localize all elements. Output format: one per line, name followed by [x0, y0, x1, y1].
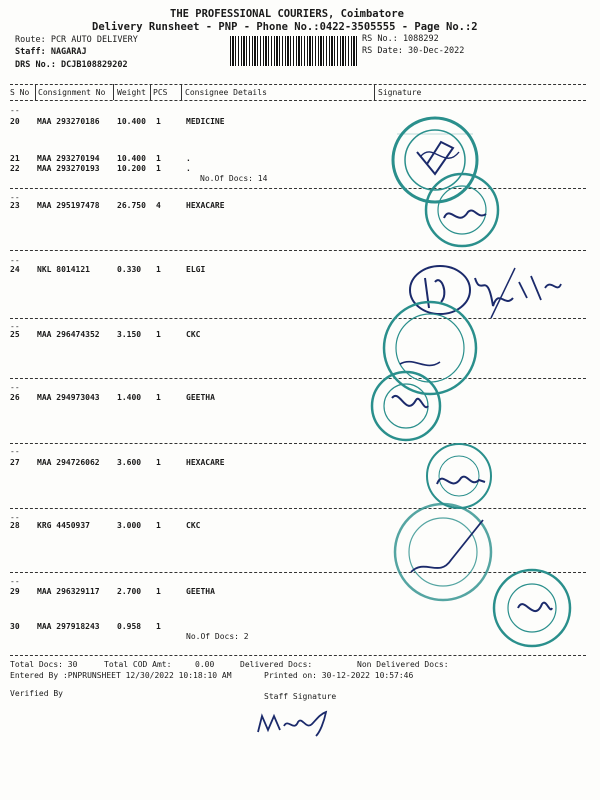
cell-weight: 0.330	[117, 265, 142, 274]
docs-count-note: No.Of Docs: 14	[200, 174, 268, 183]
cell-consignment: MAA 297918243	[37, 622, 100, 631]
row-marker: --	[10, 106, 20, 115]
cell-consignment: MAA 293270194	[37, 154, 100, 163]
cell-sno: 26	[10, 393, 20, 402]
col-pcs: PCS	[153, 88, 168, 97]
rs-number: RS No.: 1088292	[362, 34, 439, 44]
printed-on: Printed on: 30-12-2022 10:57:46	[264, 671, 414, 680]
cell-weight: 3.600	[117, 458, 142, 467]
cell-consignment: NKL 8014121	[37, 265, 90, 274]
row-marker: --	[10, 322, 20, 331]
cell-weight: 0.958	[117, 622, 142, 631]
cell-sno: 27	[10, 458, 20, 467]
row-marker: --	[10, 513, 20, 522]
cell-weight: 10.200	[117, 164, 146, 173]
table-row	[0, 164, 380, 174]
entered-by: Entered By :PNPRUNSHEET 12/30/2022 10:18:10 AM	[10, 671, 232, 680]
cell-consignee: HEXACARE	[186, 201, 225, 210]
col-sno: S No	[10, 88, 30, 97]
cell-weight: 1.400	[117, 393, 142, 402]
non-delivered-docs: Non Delivered Docs:	[357, 660, 449, 669]
col-weight: Weight	[117, 88, 146, 97]
geetha-pharma-stamp	[488, 568, 578, 658]
table-row	[0, 154, 380, 164]
docs-count-note: No.Of Docs: 2	[186, 632, 249, 641]
table-row	[0, 521, 380, 531]
col-sep	[374, 84, 375, 100]
cell-sno: 28	[10, 521, 20, 530]
cell-consignee: .	[186, 164, 191, 173]
cell-consignee: CKC	[186, 521, 201, 530]
delivered-docs: Delivered Docs:	[240, 660, 313, 669]
cell-consignee: ELGI	[186, 265, 206, 274]
ckc-stamp	[370, 300, 520, 450]
cell-sno: 21	[10, 154, 20, 163]
total-cod-value: 0.00	[195, 660, 215, 669]
table-row	[0, 330, 380, 340]
cell-pcs: 1	[156, 393, 161, 402]
cell-consignment: MAA 293270193	[37, 164, 100, 173]
cell-weight: 10.400	[117, 117, 146, 126]
cell-consignment: MAA 294726062	[37, 458, 100, 467]
staff-label: Staff: NAGARAJ	[15, 47, 87, 57]
col-consignee: Consignee Details	[185, 88, 267, 97]
cell-sno: 25	[10, 330, 20, 339]
cell-weight: 26.750	[117, 201, 146, 210]
col-sep	[150, 84, 151, 100]
cell-sno: 29	[10, 587, 20, 596]
table-row	[0, 117, 380, 127]
table-row	[0, 587, 380, 597]
cell-consignee: GEETHA	[186, 393, 215, 402]
table-row	[0, 393, 380, 403]
cell-pcs: 1	[156, 265, 161, 274]
row-marker: --	[10, 577, 20, 586]
ckc-stamp-2	[385, 500, 495, 610]
staff-signature	[254, 704, 344, 744]
verified-by: Verified By	[10, 689, 63, 698]
cell-weight: 10.400	[117, 154, 146, 163]
row-marker: --	[10, 383, 20, 392]
header-divider-top	[10, 84, 586, 85]
runsheet-subtitle: Delivery Runsheet - PNP - Phone No.:0422-3505555 - Page No.:2	[92, 21, 478, 33]
cell-weight: 3.150	[117, 330, 142, 339]
col-sep	[35, 84, 36, 100]
cell-consignee: CKC	[186, 330, 201, 339]
col-sep	[113, 84, 114, 100]
row-marker: --	[10, 256, 20, 265]
col-signature: Signature	[378, 88, 422, 97]
cell-consignment: KRG 4450937	[37, 521, 90, 530]
cell-consignment: MAA 293270186	[37, 117, 100, 126]
cell-pcs: 1	[156, 458, 161, 467]
barcode	[230, 36, 358, 66]
cell-pcs: 1	[156, 330, 161, 339]
cell-pcs: 4	[156, 201, 161, 210]
route-label: Route: PCR AUTO DELIVERY	[15, 35, 138, 45]
cell-consignee: HEXACARE	[186, 458, 225, 467]
company-title: THE PROFESSIONAL COURIERS, Coimbatore	[170, 8, 404, 20]
cell-sno: 23	[10, 201, 20, 210]
hexacare-stamp	[420, 170, 510, 260]
col-sep	[181, 84, 182, 100]
cell-consignment: MAA 296329117	[37, 587, 100, 596]
cell-consignment: MAA 294973043	[37, 393, 100, 402]
cell-pcs: 1	[156, 587, 161, 596]
cell-weight: 2.700	[117, 587, 142, 596]
total-docs: Total Docs: 30	[10, 660, 78, 669]
row-marker: --	[10, 193, 20, 202]
cell-consignee: .	[186, 154, 191, 163]
cell-sno: 30	[10, 622, 20, 631]
cell-sno: 24	[10, 265, 20, 274]
rs-date: RS Date: 30-Dec-2022	[362, 46, 465, 56]
total-cod-label: Total COD Amt:	[104, 660, 172, 669]
cell-sno: 22	[10, 164, 20, 173]
table-row	[0, 458, 380, 468]
cell-sno: 20	[10, 117, 20, 126]
cell-pcs: 1	[156, 164, 161, 173]
table-row	[0, 201, 380, 211]
cell-consignment: MAA 296474352	[37, 330, 100, 339]
row-marker: --	[10, 447, 20, 456]
table-row	[0, 622, 380, 632]
header-divider-bottom	[10, 100, 586, 101]
cell-pcs: 1	[156, 622, 161, 631]
drs-number: DRS No.: DCJB108829202	[15, 60, 128, 70]
cell-weight: 3.000	[117, 521, 142, 530]
col-consignment: Consignment No	[38, 88, 106, 97]
cell-pcs: 1	[156, 521, 161, 530]
cell-consignee: MEDICINE	[186, 117, 225, 126]
cell-pcs: 1	[156, 154, 161, 163]
table-row	[0, 265, 380, 275]
cell-pcs: 1	[156, 117, 161, 126]
cell-consignment: MAA 295197478	[37, 201, 100, 210]
staff-signature-label: Staff Signature	[264, 692, 337, 701]
cell-consignee: GEETHA	[186, 587, 215, 596]
